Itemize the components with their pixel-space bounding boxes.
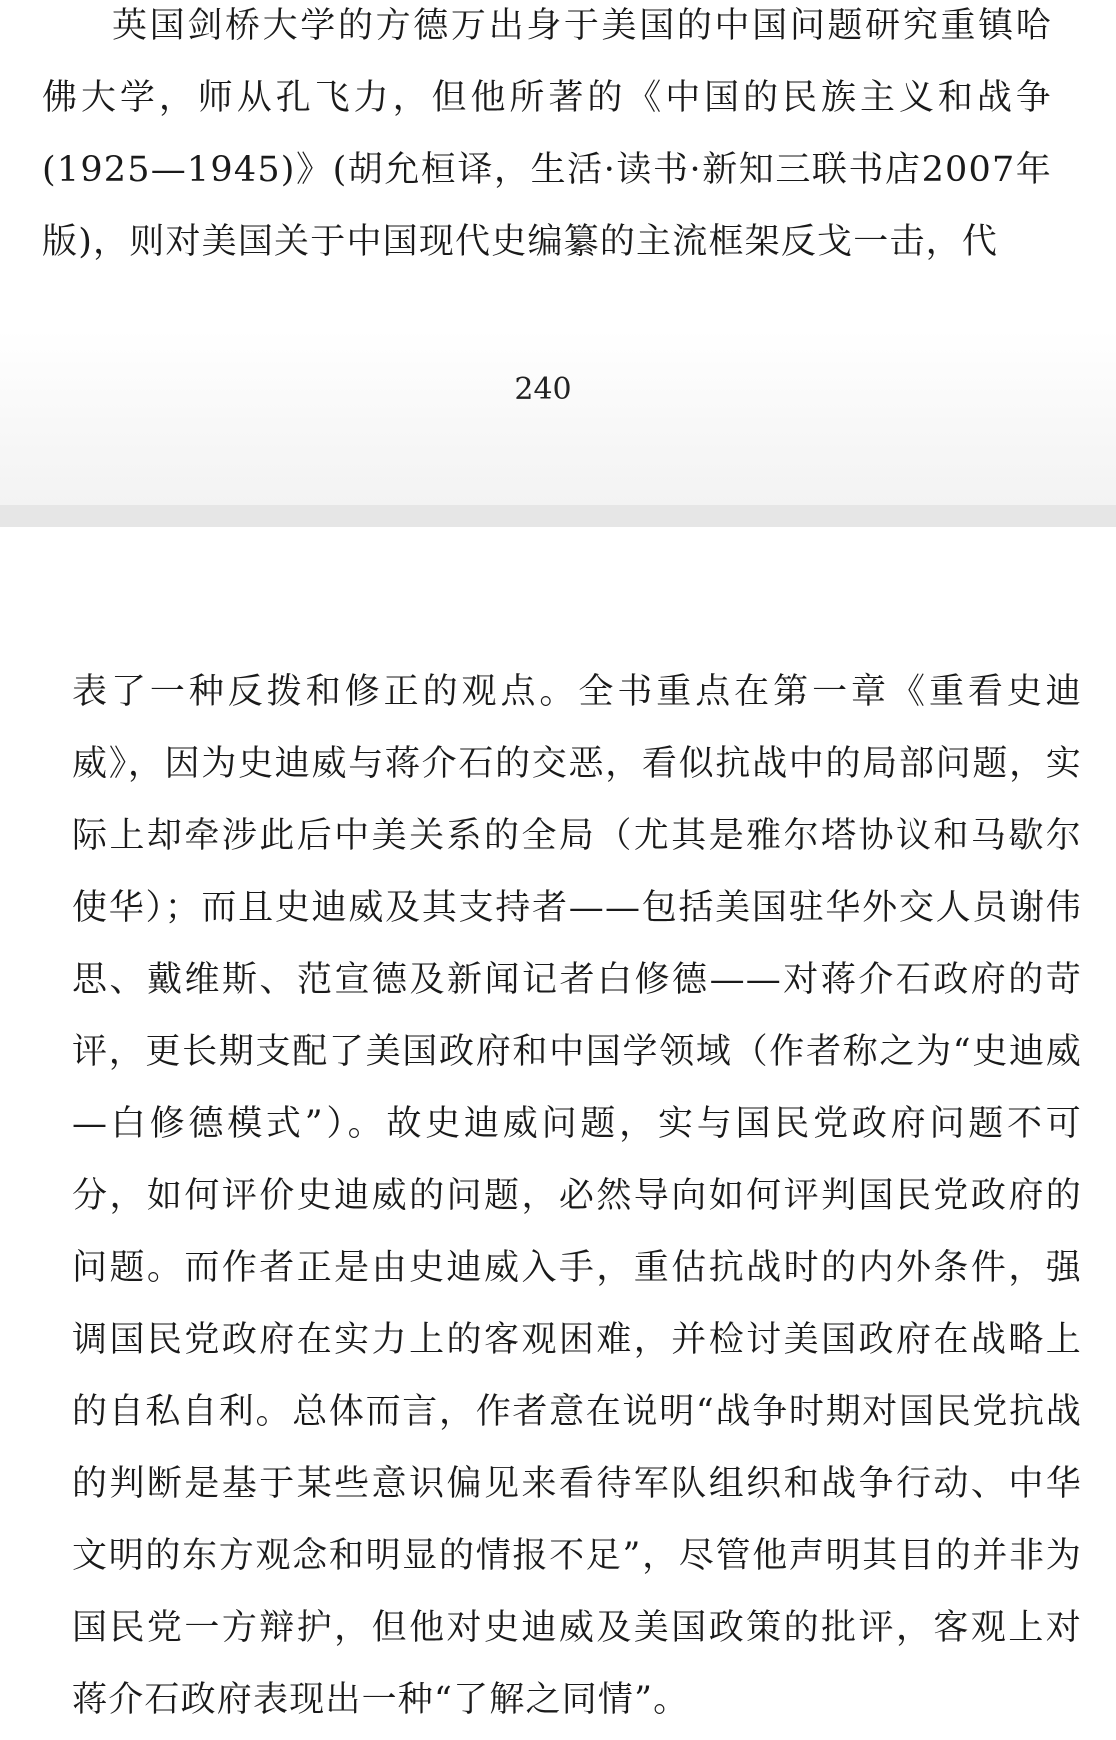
page-241	[0, 527, 1116, 1740]
page-separator	[0, 505, 1116, 527]
page-number: 240	[514, 372, 572, 407]
page-240	[0, 0, 1116, 505]
body-paragraph-bottom: 表了一种反拨和修正的观点。全书重点在第一章《重看史迪威》，因为史迪威与蒋介石的交恶，看似抗战中的局部问题，实际上却牵涉此后中美关系的全局（尤其是雅尔塔协议和马歇尔使华）；而且史迪威及其支持者——包括美国驻华外交人员谢伟思、戴维斯、范宣德及新闻记者白修德——对蒋介石政府的苛评，更长期支配了美国政府和中国学领域（作者称之为“史迪威—白修德模式”）。故史迪威问题，实与国民党政府问题不可分，如何评价史迪威的问题，必然导向如何评判国民党政府的问题。而作者正是由史迪威入手，重估抗战时的内外条件，强调国民党政府在实力上的客观困难，并检讨美国政府在战略上的自私自利。总体而言，作者意在说明“战争时期对国民党抗战的判断是基于某些意识偏见来看待军队组织和战争行动、中华文明的东方观念和明显的情报不足”，尽管他声明其目的并非为国民党一方辩护，但他对史迪威及美国政策的批评，客观上对蒋介石政府表现出一种“了解之同情”。	[72, 672, 1082, 1720]
body-paragraph-top: 英国剑桥大学的方德万出身于美国的中国问题研究重镇哈佛大学，师从孔飞力，但他所著的《中国的民族主义和战争(1925—1945)》(胡允桓译，生活·读书·新知三联书店2007年版)，则对美国关于中国现代史编纂的主流框架反戈一击，代	[42, 6, 1052, 262]
